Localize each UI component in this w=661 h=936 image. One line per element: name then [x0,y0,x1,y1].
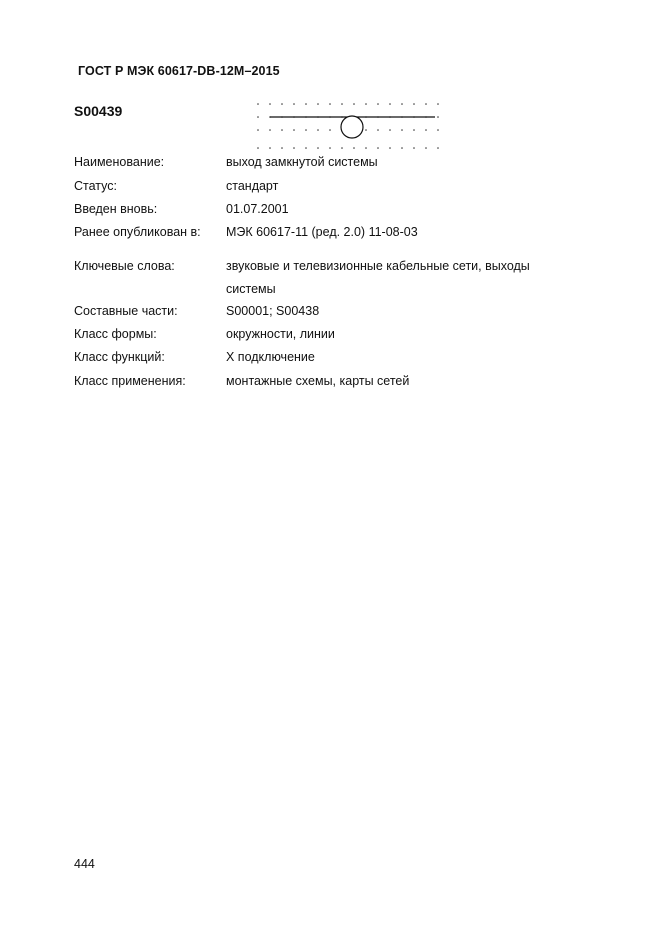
grid-dot [401,103,403,105]
grid-dot [305,147,307,149]
grid-dot [269,147,271,149]
grid-dot [317,129,319,131]
grid-dot [317,103,319,105]
grid-dot [437,116,439,118]
grid-dot [257,116,259,118]
grid-dot [389,129,391,131]
field-value: окружности, линии [226,327,335,341]
document-header: ГОСТ Р МЭК 60617-DB-12M–2015 [78,64,280,78]
field-label: Статус: [74,179,117,193]
grid-dot [341,103,343,105]
field-value: выход замкнутой системы [226,155,378,169]
grid-dot [329,147,331,149]
grid-dot [353,103,355,105]
field-value: стандарт [226,179,279,193]
field-label: Ранее опубликован в: [74,225,201,239]
page-number: 444 [74,857,95,871]
grid-dot [413,147,415,149]
field-value: Х подключение [226,350,315,364]
grid-dot [293,103,295,105]
grid-dot [269,103,271,105]
grid-dot [437,129,439,131]
grid-dot [365,103,367,105]
grid-dot [413,103,415,105]
grid-dot [401,147,403,149]
grid-dot [341,147,343,149]
field-value: монтажные схемы, карты сетей [226,374,410,388]
grid-dot [329,129,331,131]
grid-dot [305,129,307,131]
field-label: Класс функций: [74,350,165,364]
grid-dot [377,129,379,131]
grid-dot [389,103,391,105]
grid-dot [281,129,283,131]
grid-dot [389,147,391,149]
grid-dot [365,147,367,149]
grid-dot [293,129,295,131]
closed-system-output-symbol [252,98,452,154]
field-label: Ключевые слова: [74,259,175,273]
grid-dot [305,103,307,105]
grid-dot [437,103,439,105]
field-value: 01.07.2001 [226,202,289,216]
grid-dot [365,129,367,131]
field-value: звуковые и телевизионные кабельные сети, выходы системы [226,259,530,296]
grid-dot [425,103,427,105]
field-value: S00001; S00438 [226,304,320,318]
grid-dot [437,147,439,149]
grid-dot [377,147,379,149]
grid-dot [377,103,379,105]
grid-dot [353,147,355,149]
field-label: Класс применения: [74,374,186,388]
field-value: МЭК 60617-11 (ред. 2.0) 11-08-03 [226,225,418,239]
grid-dot [401,129,403,131]
grid-dot [281,147,283,149]
grid-dot [425,147,427,149]
grid-dot [257,147,259,149]
field-label: Введен вновь: [74,202,158,216]
grid-dot [329,103,331,105]
grid-dot [413,129,415,131]
symbol-code: S00439 [74,103,123,119]
field-label: Наименование: [74,155,165,169]
field-label: Класс формы: [74,327,157,341]
grid-dot [257,103,259,105]
grid-dot [257,129,259,131]
grid-dot [269,129,271,131]
grid-dot [293,147,295,149]
grid-dot [425,129,427,131]
grid-dot [317,147,319,149]
field-label: Составные части: [74,304,178,318]
grid-dot [281,103,283,105]
symbol-circle [341,116,363,138]
